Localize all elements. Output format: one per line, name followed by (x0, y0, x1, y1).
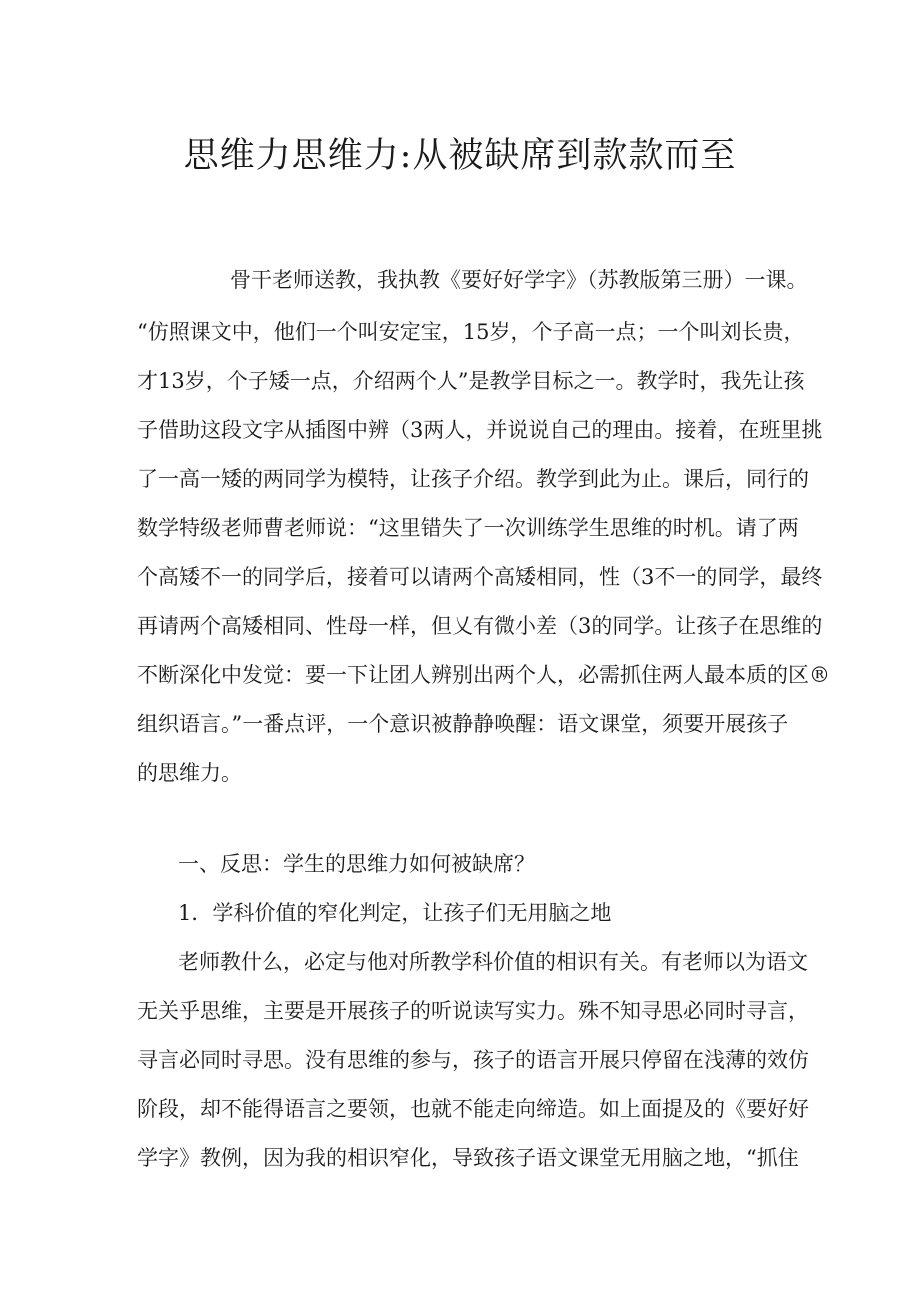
paragraph-line: 学字》教例，因为我的相识窄化，导致孩子语文课堂无用脑之地，“抓住 (137, 1146, 799, 1170)
paragraph-line: 无关乎思维，主要是开展孩子的听说读写实力。殊不知寻思必同时寻言， (137, 999, 809, 1023)
paragraph-line: 的思维力。 (137, 761, 242, 785)
paragraph-line: 寻言必同时寻思。没有思维的参与，孩子的语言开展只停留在浅薄的效仿 (137, 1048, 809, 1072)
paragraph-line: “仿照课文中，他们一个叫安定宝，15岁，个子高一点；一个叫刘长贵， (137, 320, 805, 344)
document-title: 思维力思维力:从被缺席到款款而至 (183, 136, 737, 176)
paragraph-line: 骨干老师送教，我执教《要好好学字》（苏教版第三册）一课。 (230, 268, 808, 292)
paragraph-line: 老师教什么，必定与他对所教学科价值的相识有关。有老师以为语文 (178, 950, 808, 974)
paragraph-line: 再请两个高矮相同、性母一样，但乂有微小差（3的同学。让孩子在思维的 (137, 614, 823, 638)
paragraph-line: 子借助这段文字从插图中辨（3两人，并说说自己的理由。接着，在班里挑 (137, 418, 823, 442)
sub-heading: 1．学科价值的窄化判定，让孩子们无用脑之地 (178, 901, 612, 925)
paragraph-line: 个高矮不一的同学后，接着可以请两个高矮相同，性（3不一的同学，最终 (137, 565, 823, 589)
paragraph-line: 数学特级老师曹老师说：“这里错失了一次训练学生思维的时机。请了两 (137, 516, 799, 540)
paragraph-line: 才13岁，个子矮一点，介绍两个人”是教学目标之一。教学时，我先让孩 (137, 369, 805, 393)
paragraph-line: 不断深化中发觉：要一下让团人辨别出两个人，必需抓住两人最本质的区® (137, 663, 830, 687)
paragraph-line: 组织语言。”一番点评，一个意识被静静唤醒：语文课堂，须要开展孩子 (137, 712, 789, 736)
section-heading: 一、反思：学生的思维力如何被缺席？ (178, 852, 535, 876)
paragraph-line: 阶段，却不能得语言之要领，也就不能走向缔造。如上面提及的《要好好 (137, 1097, 809, 1121)
paragraph-line: 了一高一矮的两同学为模特，让孩子介绍。教学到此为止。课后，同行的 (137, 467, 809, 491)
